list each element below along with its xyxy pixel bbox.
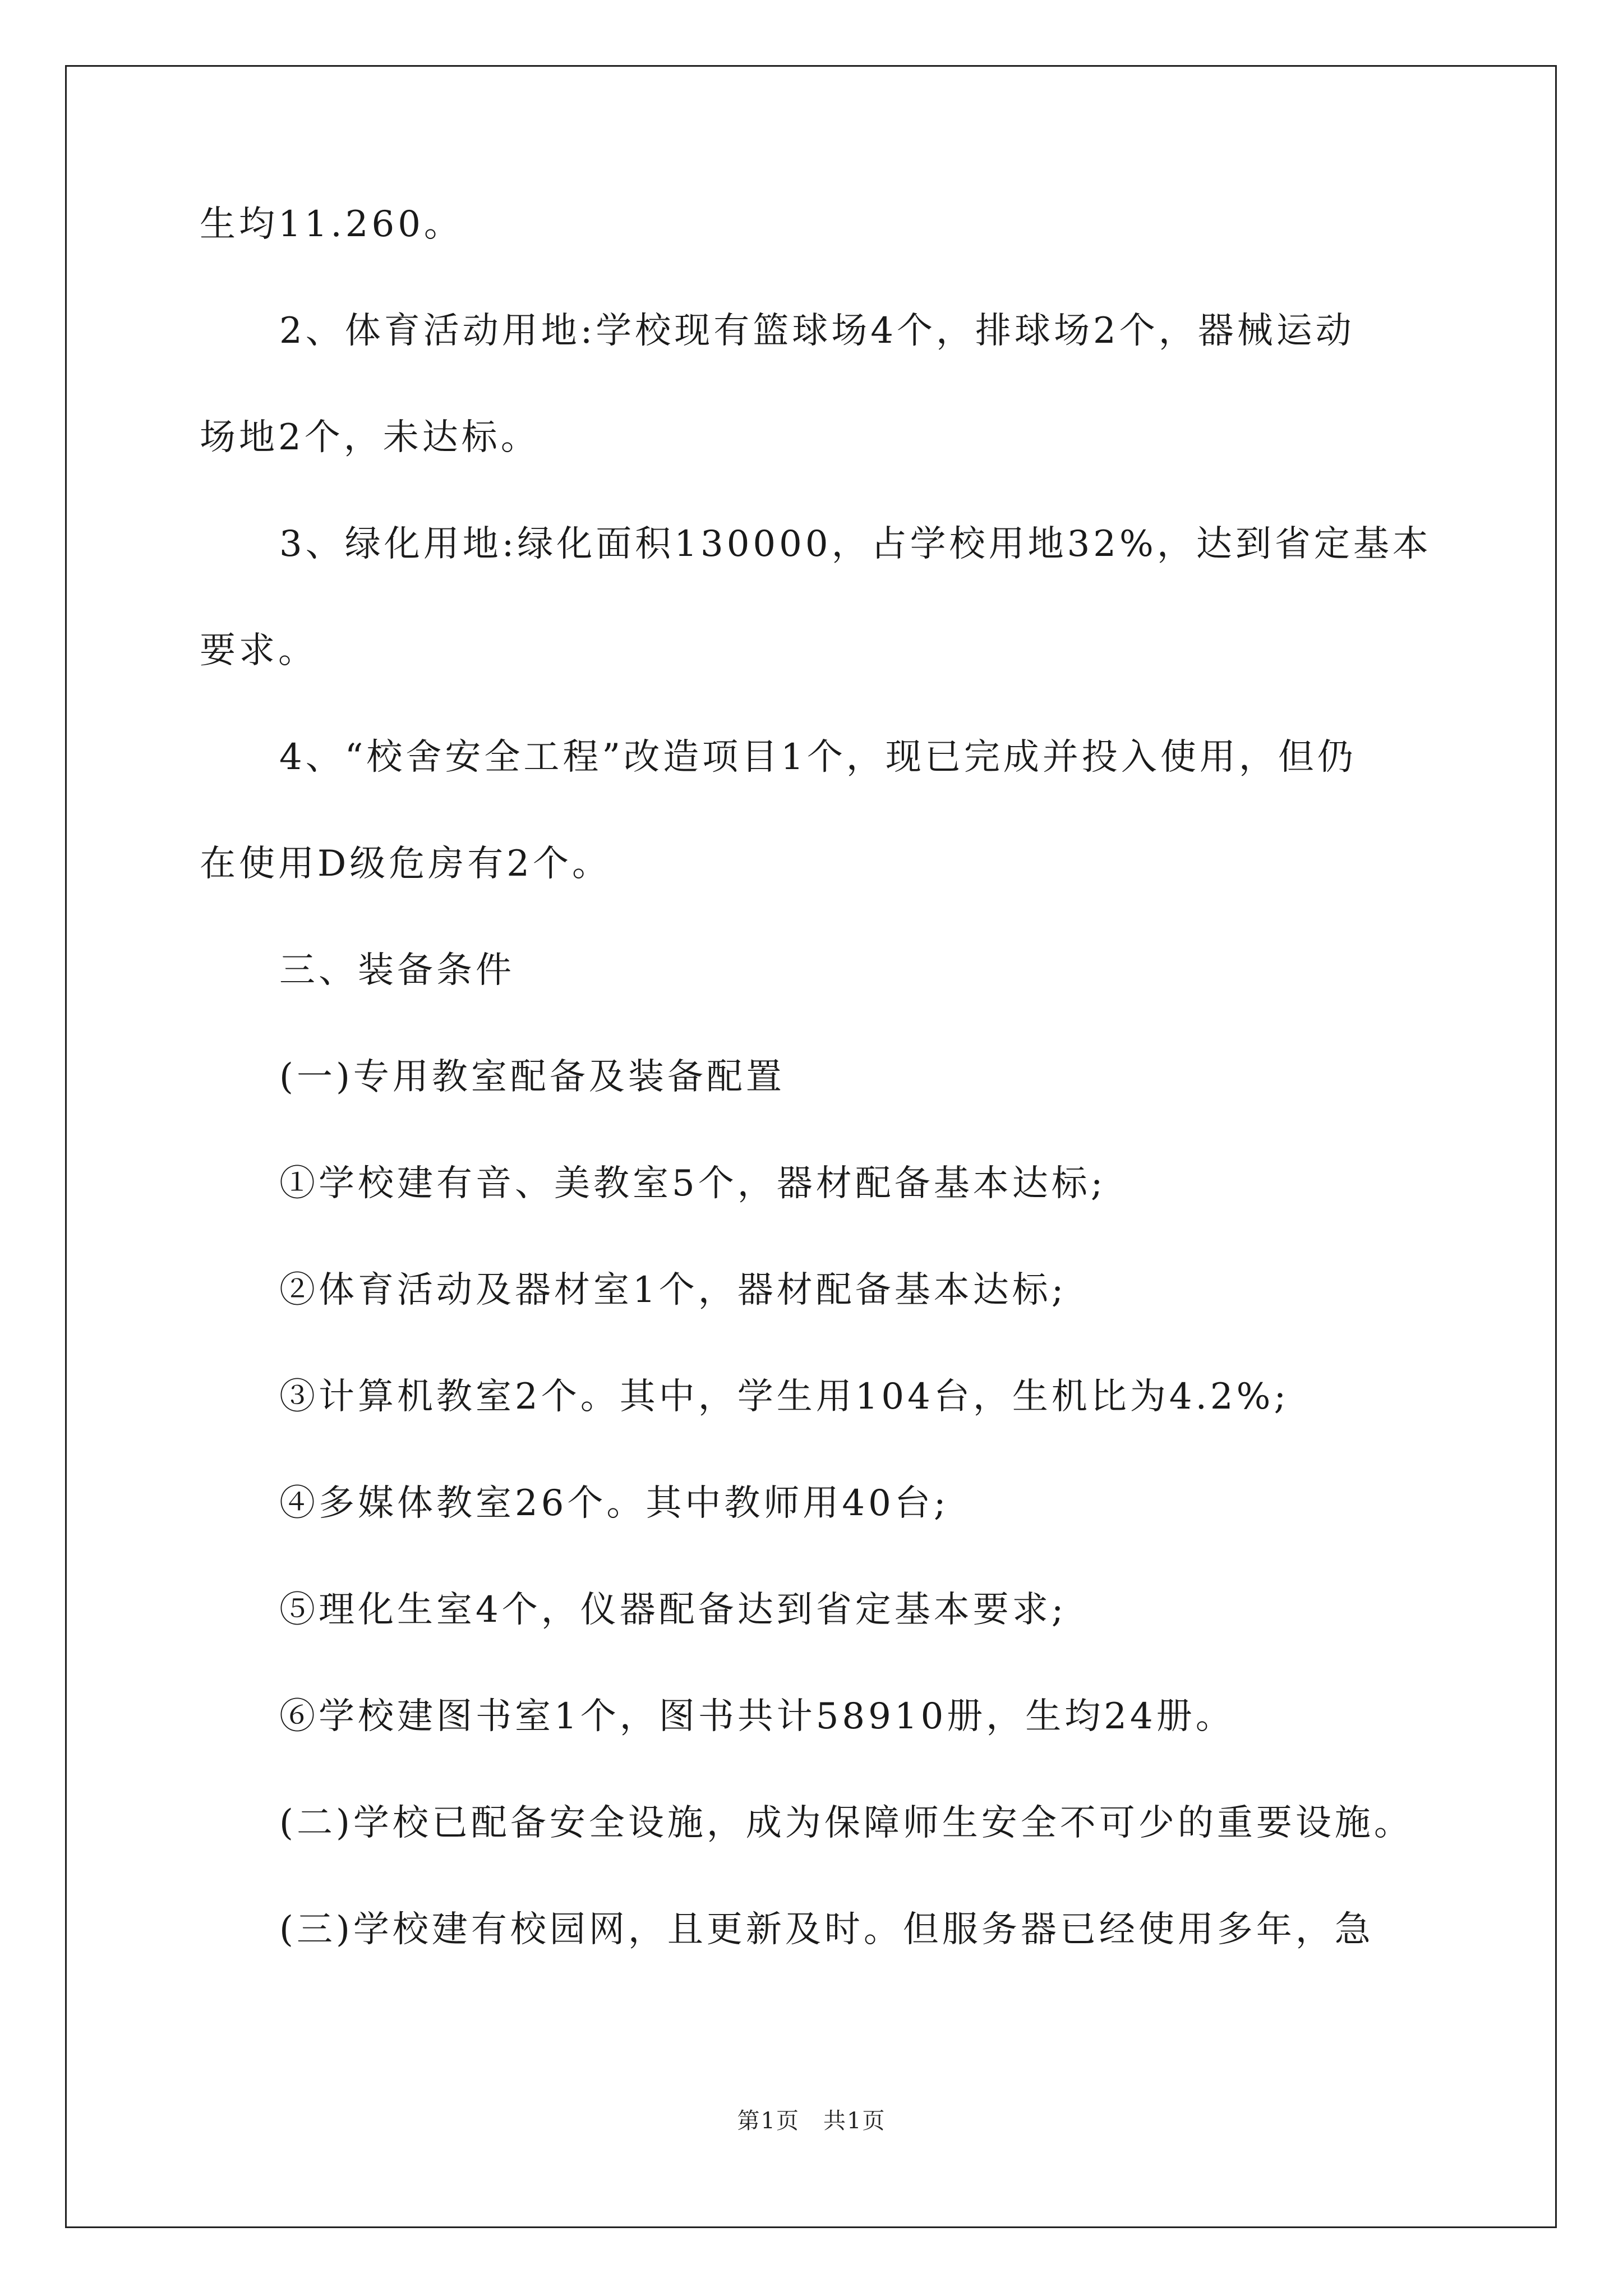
paragraph-line: (二)学校已配备安全设施，成为保障师生安全不可少的重要设施。 bbox=[279, 1802, 1413, 1844]
paragraph-line: 生均11.260。 bbox=[200, 204, 463, 245]
paragraph-line: 要求。 bbox=[200, 630, 317, 671]
list-item: ①学校建有音、美教室5个，器材配备基本达标; bbox=[279, 1163, 1106, 1204]
paragraph-line: 在使用D级危房有2个。 bbox=[200, 843, 612, 885]
list-item: ⑥学校建图书室1个，图书共计58910册，生均24册。 bbox=[279, 1696, 1235, 1737]
section-heading: 三、装备条件 bbox=[279, 950, 515, 991]
paragraph-line: 场地2个，未达标。 bbox=[200, 417, 540, 458]
list-item: ④多媒体教室26个。其中教师用40台; bbox=[279, 1483, 949, 1524]
page-number-footer: 第1页 共1页 bbox=[737, 2108, 886, 2134]
paragraph-line: 4、“校舍安全工程”改造项目1个，现已完成并投入使用，但仍 bbox=[279, 737, 1357, 778]
list-item: ⑤理化生室4个，仪器配备达到省定基本要求; bbox=[279, 1589, 1067, 1631]
paragraph-line: 2、体育活动用地:学校现有篮球场4个，排球场2个，器械运动 bbox=[279, 310, 1355, 352]
subsection-heading: (一)专用教室配备及装备配置 bbox=[279, 1056, 785, 1098]
page-border bbox=[65, 65, 1557, 2228]
paragraph-line: 3、绿化用地:绿化面积130000，占学校用地32%，达到省定基本 bbox=[279, 523, 1432, 565]
list-item: ③计算机教室2个。其中，学生用104台，生机比为4.2%; bbox=[279, 1376, 1290, 1418]
list-item: ②体育活动及器材室1个，器材配备基本达标; bbox=[279, 1269, 1067, 1311]
paragraph-line: (三)学校建有校园网，且更新及时。但服务器已经使用多年，急 bbox=[279, 1909, 1374, 1950]
